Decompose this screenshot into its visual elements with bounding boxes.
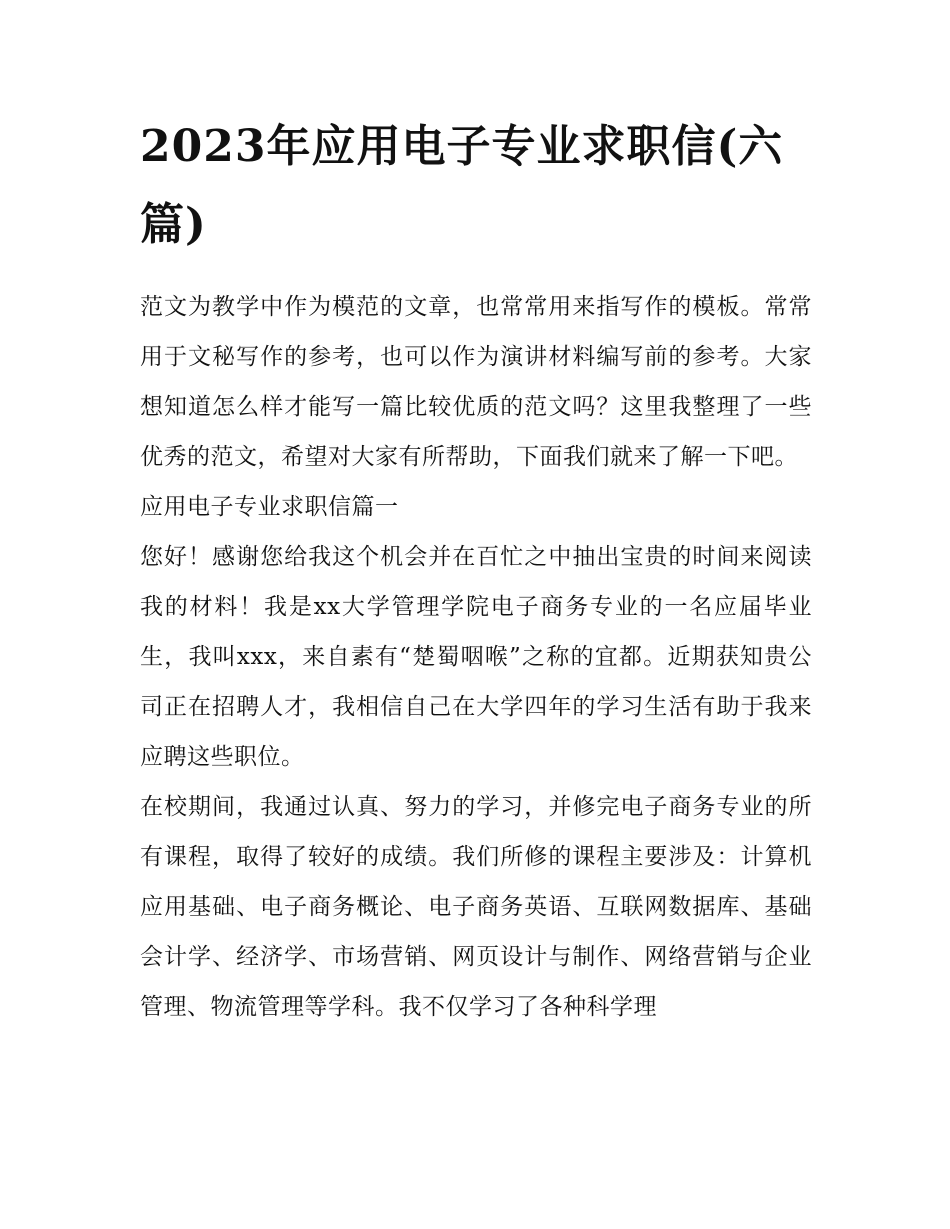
document-title: 2023年应用电子专业求职信(六篇) bbox=[140, 121, 784, 250]
intro-paragraph: 范文为教学中作为模范的文章，也常常用来指写作的模板。常常用于文秘写作的参考，也可以作为演讲材料编写前的参考。大家想知道怎么样才能写一篇比较优质的范文吗？这里我整理了一些优秀的范文，希望对大家有所帮助，下面我们就来了解一下吧。 bbox=[140, 294, 812, 470]
document-page bbox=[140, 108, 812, 1032]
letter-paragraph-1: 您好！感谢您给我这个机会并在百忙之中抽出宝贵的时间来阅读我的材料！我是xx大学管理学院电子商务专业的一名应届毕业生，我叫xxx，来自素有“楚蜀咽喉”之称的宜都。近期获知贵公司正在招聘人才，我相信自己在大学四年的学习生活有助于我来应聘这些职位。 bbox=[140, 544, 812, 770]
letter-paragraph-2: 在校期间，我通过认真、努力的学习，并修完电子商务专业的所有课程，取得了较好的成绩。我们所修的课程主要涉及：计算机应用基础、电子商务概论、电子商务英语、互联网数据库、基础会计学、经济学、市场营销、网页设计与制作、网络营销与企业管理、物流管理等学科。我不仅学习了各种科学理 bbox=[140, 794, 812, 1020]
section-heading: 应用电子专业求职信篇一 bbox=[140, 494, 399, 520]
